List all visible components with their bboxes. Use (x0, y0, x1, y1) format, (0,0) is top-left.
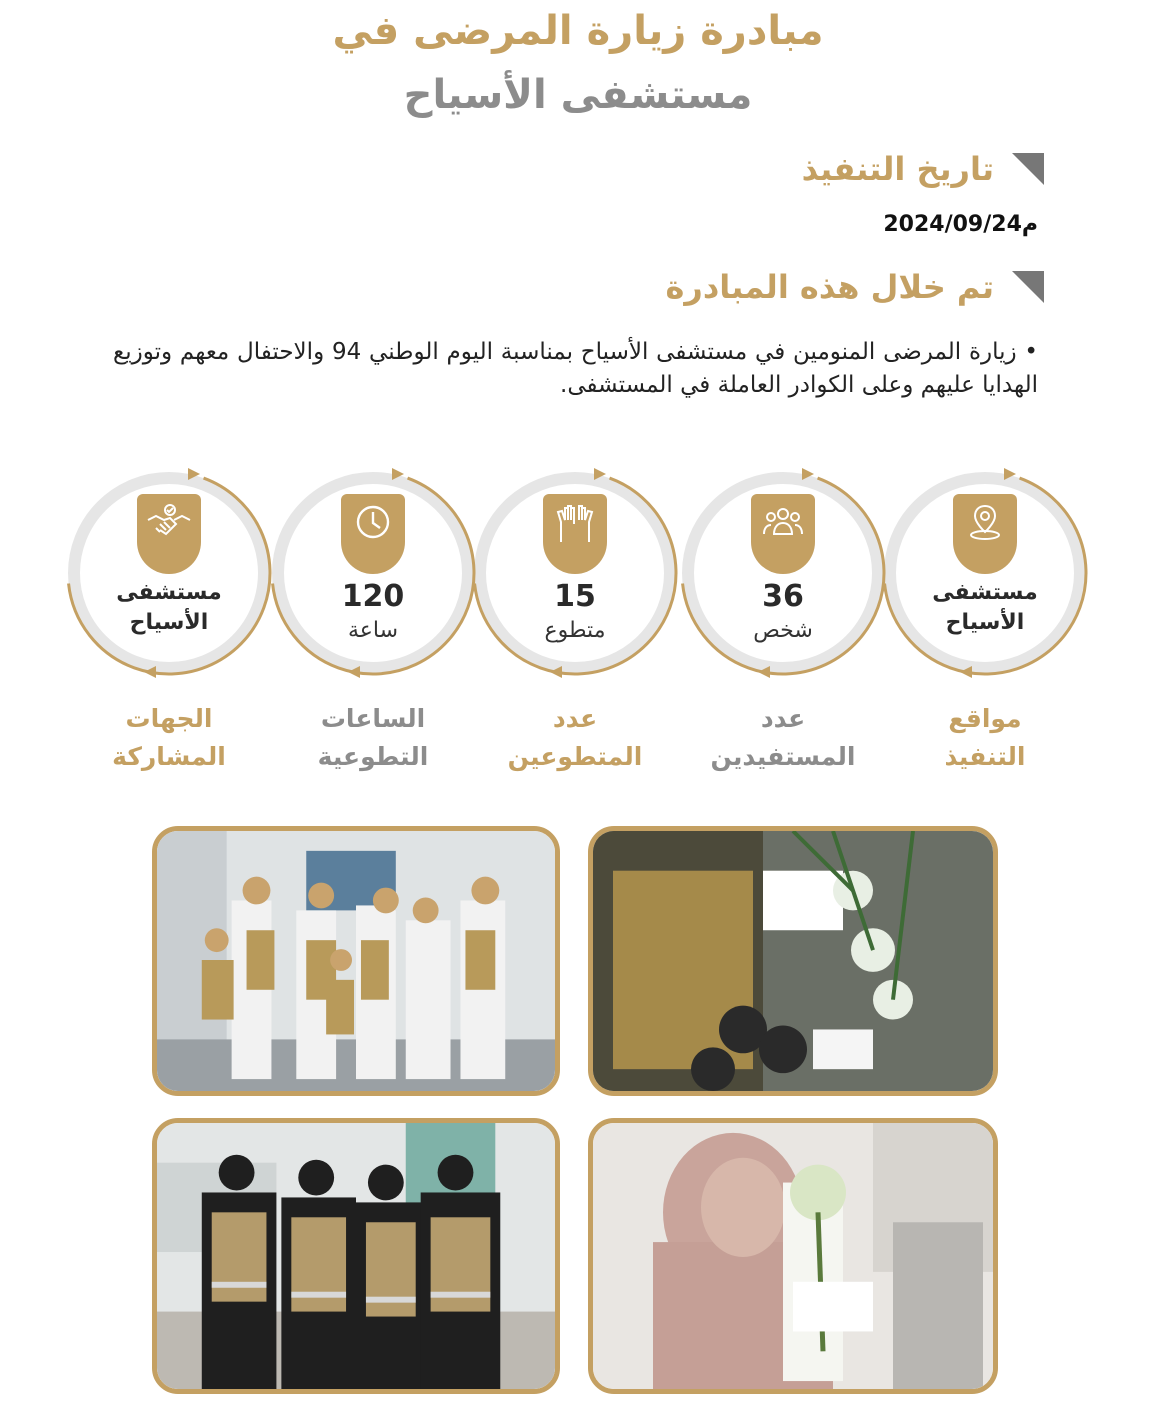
photo-gifts-flowers (588, 826, 998, 1096)
stat-unit: متطوع (544, 618, 606, 643)
photo-female-volunteers (152, 1118, 560, 1394)
stat-beneficiaries (678, 468, 888, 688)
label-line: المتطوعين (507, 741, 643, 771)
label-line: المستفيدين (710, 741, 856, 771)
execution-date-value: 2024/09/24م (883, 212, 1038, 237)
raised-hands-icon (543, 494, 607, 574)
stat-locations (880, 468, 1090, 688)
stat-unit: شخص (753, 618, 813, 643)
stat-partners (64, 468, 274, 688)
stat-volunteers (470, 468, 680, 688)
page-subtitle: مستشفى الأسياح (403, 72, 753, 118)
stat-label-volunteers (470, 700, 680, 775)
initiative-description: • زيارة المرضى المنومين في مستشفى الأسياح بمناسبة اليوم الوطني 94 والاحتفال معهم وتوزيع الهدايا عليهم وعلى الكوادر العاملة في المستشفى. (113, 339, 1038, 399)
stat-hours (268, 468, 478, 688)
section-execution-date (802, 150, 1044, 188)
stat-value (880, 578, 1090, 637)
stat-value: 15 (554, 579, 596, 614)
triangle-marker-icon (1012, 271, 1044, 303)
triangle-marker-icon (1012, 153, 1044, 185)
location-pin-icon (953, 494, 1017, 574)
stat-value-line: الأسياح (945, 609, 1025, 635)
stat-unit: ساعة (347, 618, 399, 643)
label-line: مواقع (948, 704, 1022, 733)
stat-label-hours (268, 700, 478, 775)
label-line: المشاركة (112, 741, 226, 771)
label-line: التنفيذ (944, 741, 1026, 771)
clock-icon (341, 494, 405, 574)
label-line: عدد (552, 704, 598, 733)
stat-value: 120 (341, 579, 405, 614)
label-line: عدد (760, 704, 806, 733)
stat-label-beneficiaries (678, 700, 888, 775)
label-line: الجهات (125, 704, 213, 733)
stat-value: 36 (762, 579, 804, 614)
handshake-icon (137, 494, 201, 574)
stat-value-line: مستشفى (116, 580, 222, 605)
label-line: الساعات (320, 704, 426, 733)
page-title: مبادرة زيارة المرضى في (332, 8, 824, 54)
section-initiative (666, 268, 1044, 306)
stat-label-partners (64, 700, 274, 775)
stat-value (64, 578, 274, 637)
stat-value-line: الأسياح (129, 609, 209, 635)
photo-patient-flower (588, 1118, 998, 1394)
section-heading: تاريخ التنفيذ (801, 150, 994, 188)
section-heading: تم خلال هذه المبادرة (665, 268, 994, 306)
stat-value-line: مستشفى (932, 580, 1038, 605)
people-group-icon (751, 494, 815, 574)
photo-volunteers-group (152, 826, 560, 1096)
label-line: التطوعية (317, 741, 429, 771)
stat-label-locations (880, 700, 1090, 775)
